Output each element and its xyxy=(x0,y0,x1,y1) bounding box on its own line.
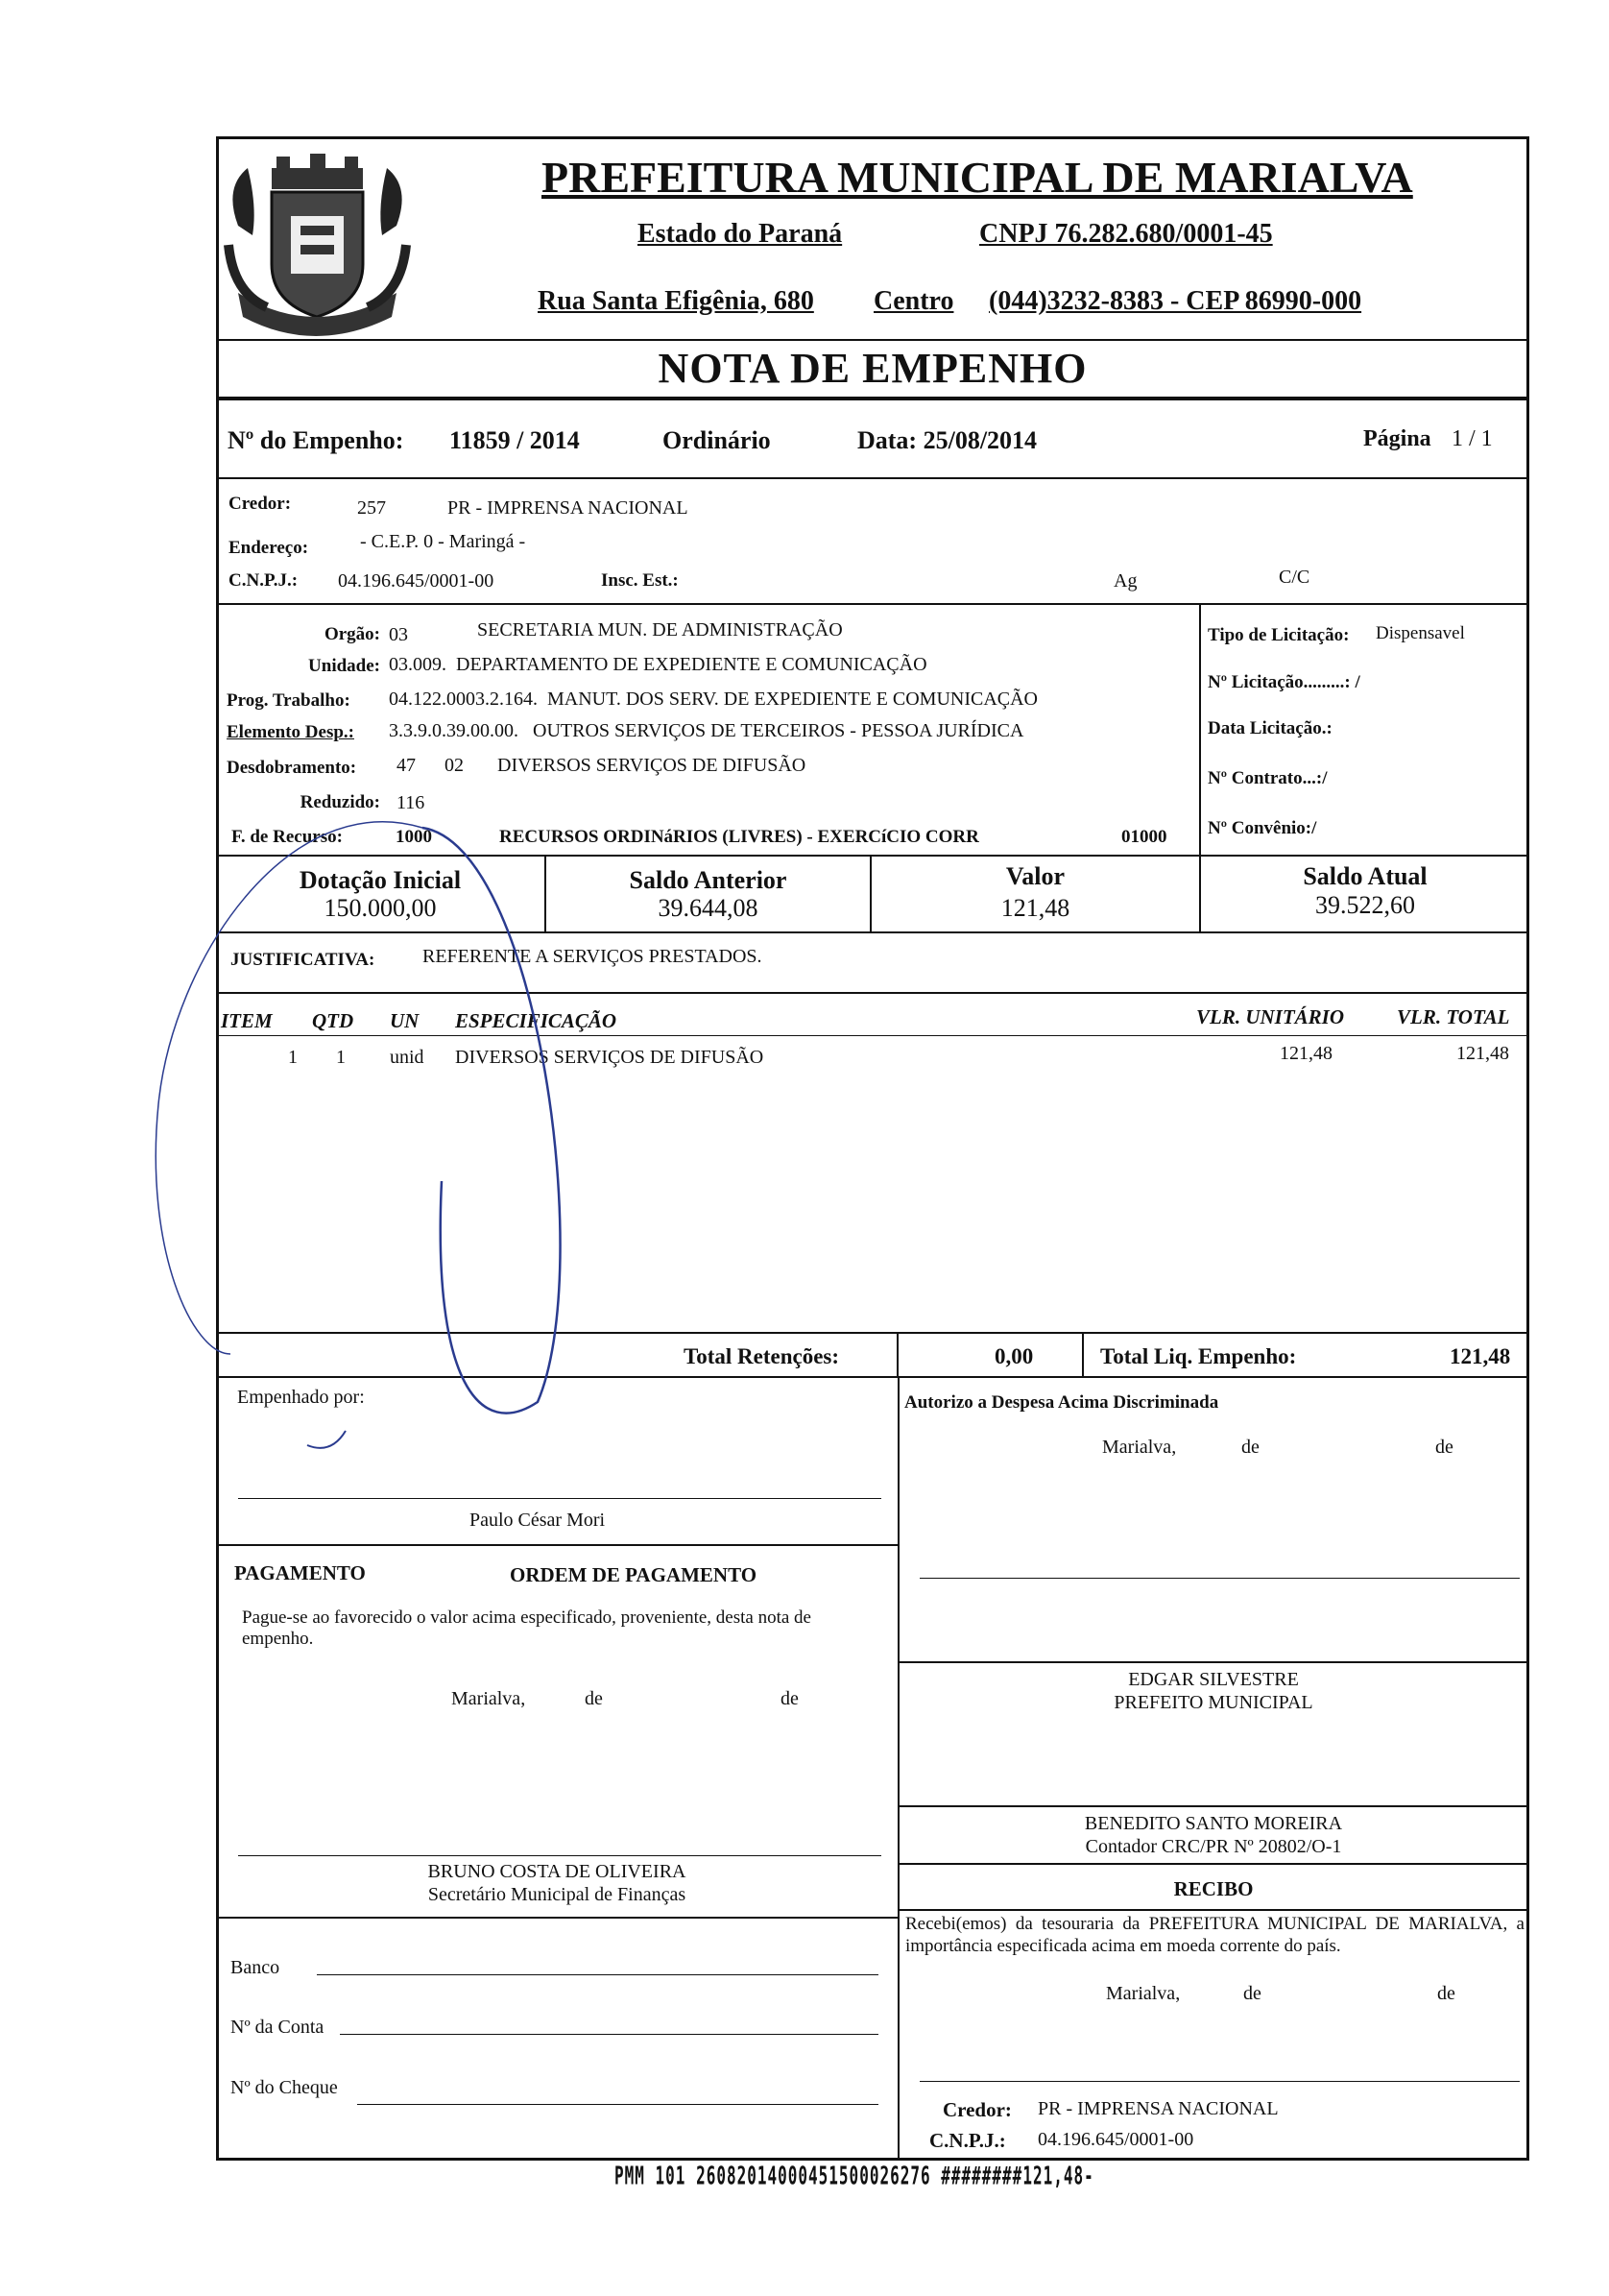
row-espec: DIVERSOS SERVIÇOS DE DIFUSÃO xyxy=(455,1047,764,1068)
cnpj-header: CNPJ 76.282.680/0001-45 xyxy=(979,219,1273,249)
empenho-type: Ordinário xyxy=(662,426,771,454)
cc-label: C/C xyxy=(1279,567,1310,588)
divider xyxy=(216,1544,898,1546)
justificativa-label: JUSTIFICATIVA: xyxy=(230,950,375,970)
tipo-licitacao-value: Dispensavel xyxy=(1376,623,1465,643)
endereco-value: - C.E.P. 0 - Maringá - xyxy=(360,531,526,552)
page-value: 1 / 1 xyxy=(1452,426,1493,451)
divider xyxy=(898,1863,1529,1865)
divider xyxy=(897,1332,899,1377)
phone-cep: (044)3232-8383 - CEP 86990-000 xyxy=(989,286,1362,316)
secretario-role: Secretário Municipal de Finanças xyxy=(427,1884,686,1905)
credor-label: Credor: xyxy=(228,494,292,514)
secretario-name: BRUNO COSTA DE OLIVEIRA xyxy=(427,1861,686,1882)
row-item: 1 xyxy=(288,1047,298,1068)
signature-line xyxy=(238,1855,881,1856)
orgao-label: Orgão: xyxy=(324,624,380,644)
divider xyxy=(898,1376,900,2161)
insc-est-label: Insc. Est.: xyxy=(601,570,679,591)
city-hall-title: PREFEITURA MUNICIPAL DE MARIALVA xyxy=(541,153,1413,202)
credor-code: 257 xyxy=(357,497,386,519)
recurso-name: RECURSOS ORDINáRIOS (LIVRES) - EXERCíCIO CORR xyxy=(499,827,979,847)
num-licitacao-label: Nº Licitação.........: / xyxy=(1208,672,1360,692)
recibo-city: Marialva, xyxy=(1106,1983,1181,2004)
divider xyxy=(216,1376,1529,1378)
endereco-label: Endereço: xyxy=(228,538,309,558)
credor-footer-name: PR - IMPRENSA NACIONAL xyxy=(1038,2098,1279,2119)
cheque-line xyxy=(357,2104,878,2105)
divider xyxy=(216,855,1529,857)
street-address: Rua Santa Efigênia, 680 xyxy=(538,286,814,316)
total-liquido-value: 121,48 xyxy=(1450,1344,1511,1368)
row-un: unid xyxy=(390,1047,424,1068)
auth-code: PMM 101 26082014000451500026276 ########121,48- xyxy=(614,2161,1094,2190)
divider xyxy=(898,1661,1529,1663)
col-espec-header: ESPECIFICAÇÃO xyxy=(455,1009,617,1032)
ordem-pagamento-label: ORDEM DE PAGAMENTO xyxy=(510,1563,757,1586)
row-qtd: 1 xyxy=(336,1047,346,1068)
divider xyxy=(216,1917,898,1919)
prefeito-role: PREFEITO MUNICIPAL xyxy=(1114,1692,1313,1713)
cnpj-footer-value: 04.196.645/0001-00 xyxy=(1038,2129,1194,2150)
row-total: 121,48 xyxy=(1456,1043,1509,1064)
contrato-label: Nº Contrato...:/ xyxy=(1208,768,1328,788)
total-retencoes-label: Total Retenções: xyxy=(684,1344,840,1368)
pague-text: Pague-se ao favorecido o valor acima especificado, proveniente, desta nota de empenho. xyxy=(242,1607,811,1649)
coat-of-arms-logo xyxy=(219,149,416,350)
state-name: Estado do Paraná xyxy=(637,219,843,249)
autorizo-de-1: de xyxy=(1241,1437,1260,1458)
empenho-number: 11859 / 2014 xyxy=(449,426,580,454)
empenho-date: Data: 25/08/2014 xyxy=(857,426,1038,454)
divider xyxy=(216,931,1529,933)
credor-name: PR - IMPRENSA NACIONAL xyxy=(447,497,688,519)
desdobramento-label: Desdobramento: xyxy=(227,758,357,778)
autorizo-de-2: de xyxy=(1435,1437,1453,1458)
recibo-de-1: de xyxy=(1243,1983,1261,2004)
dotacao-label: Dotação Inicial xyxy=(299,866,462,894)
col-item-header: ITEM xyxy=(221,1009,273,1032)
page-label: Página xyxy=(1363,426,1431,451)
divider xyxy=(1082,1332,1084,1377)
justificativa-text: REFERENTE A SERVIÇOS PRESTADOS. xyxy=(422,946,762,967)
ordem-de-2: de xyxy=(780,1688,799,1709)
orgao-name: SECRETARIA MUN. DE ADMINISTRAÇÃO xyxy=(477,619,843,640)
credor-footer-label: Credor: xyxy=(943,2098,1012,2121)
reduzido-label: Reduzido: xyxy=(300,792,380,812)
pagamento-label: PAGAMENTO xyxy=(234,1561,366,1584)
divider xyxy=(898,1805,1529,1807)
tipo-licitacao-label: Tipo de Licitação: xyxy=(1208,625,1350,645)
divider xyxy=(216,1035,1529,1036)
banco-line xyxy=(317,1974,878,1975)
recibo-label: RECIBO xyxy=(1173,1877,1254,1900)
saldo-atual-value: 39.522,60 xyxy=(1315,891,1415,919)
row-unit: 121,48 xyxy=(1280,1043,1333,1064)
convenio-label: Nº Convênio:/ xyxy=(1208,818,1317,838)
desdobramento-value: 47 02 DIVERSOS SERVIÇOS DE DIFUSÃO xyxy=(396,755,806,776)
unidade-label: Unidade: xyxy=(308,656,380,676)
data-licitacao-label: Data Licitação.: xyxy=(1208,718,1333,738)
divider xyxy=(216,1332,1529,1334)
col-unit-header: VLR. UNITÁRIO xyxy=(1196,1005,1345,1028)
saldo-anterior-value: 39.644,08 xyxy=(658,894,758,922)
total-retencoes-value: 0,00 xyxy=(995,1344,1034,1368)
prefeito-name: EDGAR SILVESTRE xyxy=(1128,1669,1299,1690)
empenhado-por-label: Empenhado por: xyxy=(237,1387,365,1408)
reduzido-value: 116 xyxy=(396,792,425,813)
elemento-label: Elemento Desp.: xyxy=(227,722,354,742)
col-qtd-header: QTD xyxy=(312,1009,354,1032)
empenhado-name: Paulo César Mori xyxy=(469,1510,606,1531)
signature-line xyxy=(238,1498,881,1499)
ordem-de-1: de xyxy=(585,1688,603,1709)
conta-label: Nº da Conta xyxy=(230,2017,324,2038)
cnpj-footer-label: C.N.P.J.: xyxy=(929,2129,1006,2152)
signature-line xyxy=(920,2081,1520,2082)
divider xyxy=(216,397,1529,400)
cheque-label: Nº do Cheque xyxy=(230,2077,338,2098)
contador-name: BENEDITO SANTO MOREIRA xyxy=(1084,1813,1343,1834)
banco-label: Banco xyxy=(230,1957,280,1978)
total-liquido-label: Total Liq. Empenho: xyxy=(1100,1344,1297,1368)
col-un-header: UN xyxy=(390,1009,420,1032)
dotacao-value: 150.000,00 xyxy=(324,894,437,922)
valor-value: 121,48 xyxy=(1000,894,1070,922)
saldo-atual-label: Saldo Atual xyxy=(1303,862,1428,890)
valor-label: Valor xyxy=(1005,862,1066,890)
recurso-code: 1000 xyxy=(396,827,432,847)
orgao-code: 03 xyxy=(389,624,408,645)
saldo-anterior-label: Saldo Anterior xyxy=(629,866,787,894)
recibo-text: Recebi(emos) da tesouraria da PREFEITURA MUNICIPAL DE MARIALVA, a importância especificada acima em moeda corrente do país. xyxy=(905,1914,1525,1956)
col-total-header: VLR. TOTAL xyxy=(1397,1005,1510,1028)
prog-trabalho-value: 04.122.0003.2.164. MANUT. DOS SERV. DE EXPEDIENTE E COMUNICAÇÃO xyxy=(389,689,1038,710)
recurso-number: 01000 xyxy=(1121,827,1167,847)
ordem-city: Marialva, xyxy=(451,1688,526,1709)
recurso-label: F. de Recurso: xyxy=(231,827,343,847)
document-title: NOTA DE EMPENHO xyxy=(658,345,1088,392)
divider xyxy=(898,1909,1529,1911)
cnpj-value: 04.196.645/0001-00 xyxy=(338,570,494,592)
autorizo-city: Marialva, xyxy=(1102,1437,1177,1458)
divider xyxy=(216,477,1529,479)
divider xyxy=(1199,603,1201,855)
divider xyxy=(216,603,1529,605)
recibo-de-2: de xyxy=(1437,1983,1455,2004)
district: Centro xyxy=(874,286,954,316)
elemento-value: 3.3.9.0.39.00.00. OUTROS SERVIÇOS DE TERCEIROS - PESSOA JURÍDICA xyxy=(389,720,1024,741)
conta-line xyxy=(340,2034,878,2035)
autorizo-label: Autorizo a Despesa Acima Discriminada xyxy=(904,1392,1219,1413)
divider xyxy=(216,339,1529,341)
signature-line xyxy=(920,1578,1520,1579)
unidade-value: 03.009. DEPARTAMENTO DE EXPEDIENTE E COMUNICAÇÃO xyxy=(389,654,927,675)
prog-trabalho-label: Prog. Trabalho: xyxy=(227,690,350,711)
ag-label: Ag xyxy=(1114,570,1138,592)
contador-role: Contador CRC/PR Nº 20802/O-1 xyxy=(1085,1836,1342,1857)
empenho-label: Nº do Empenho: xyxy=(228,426,404,454)
divider xyxy=(216,992,1529,994)
cnpj-label: C.N.P.J.: xyxy=(228,570,299,591)
